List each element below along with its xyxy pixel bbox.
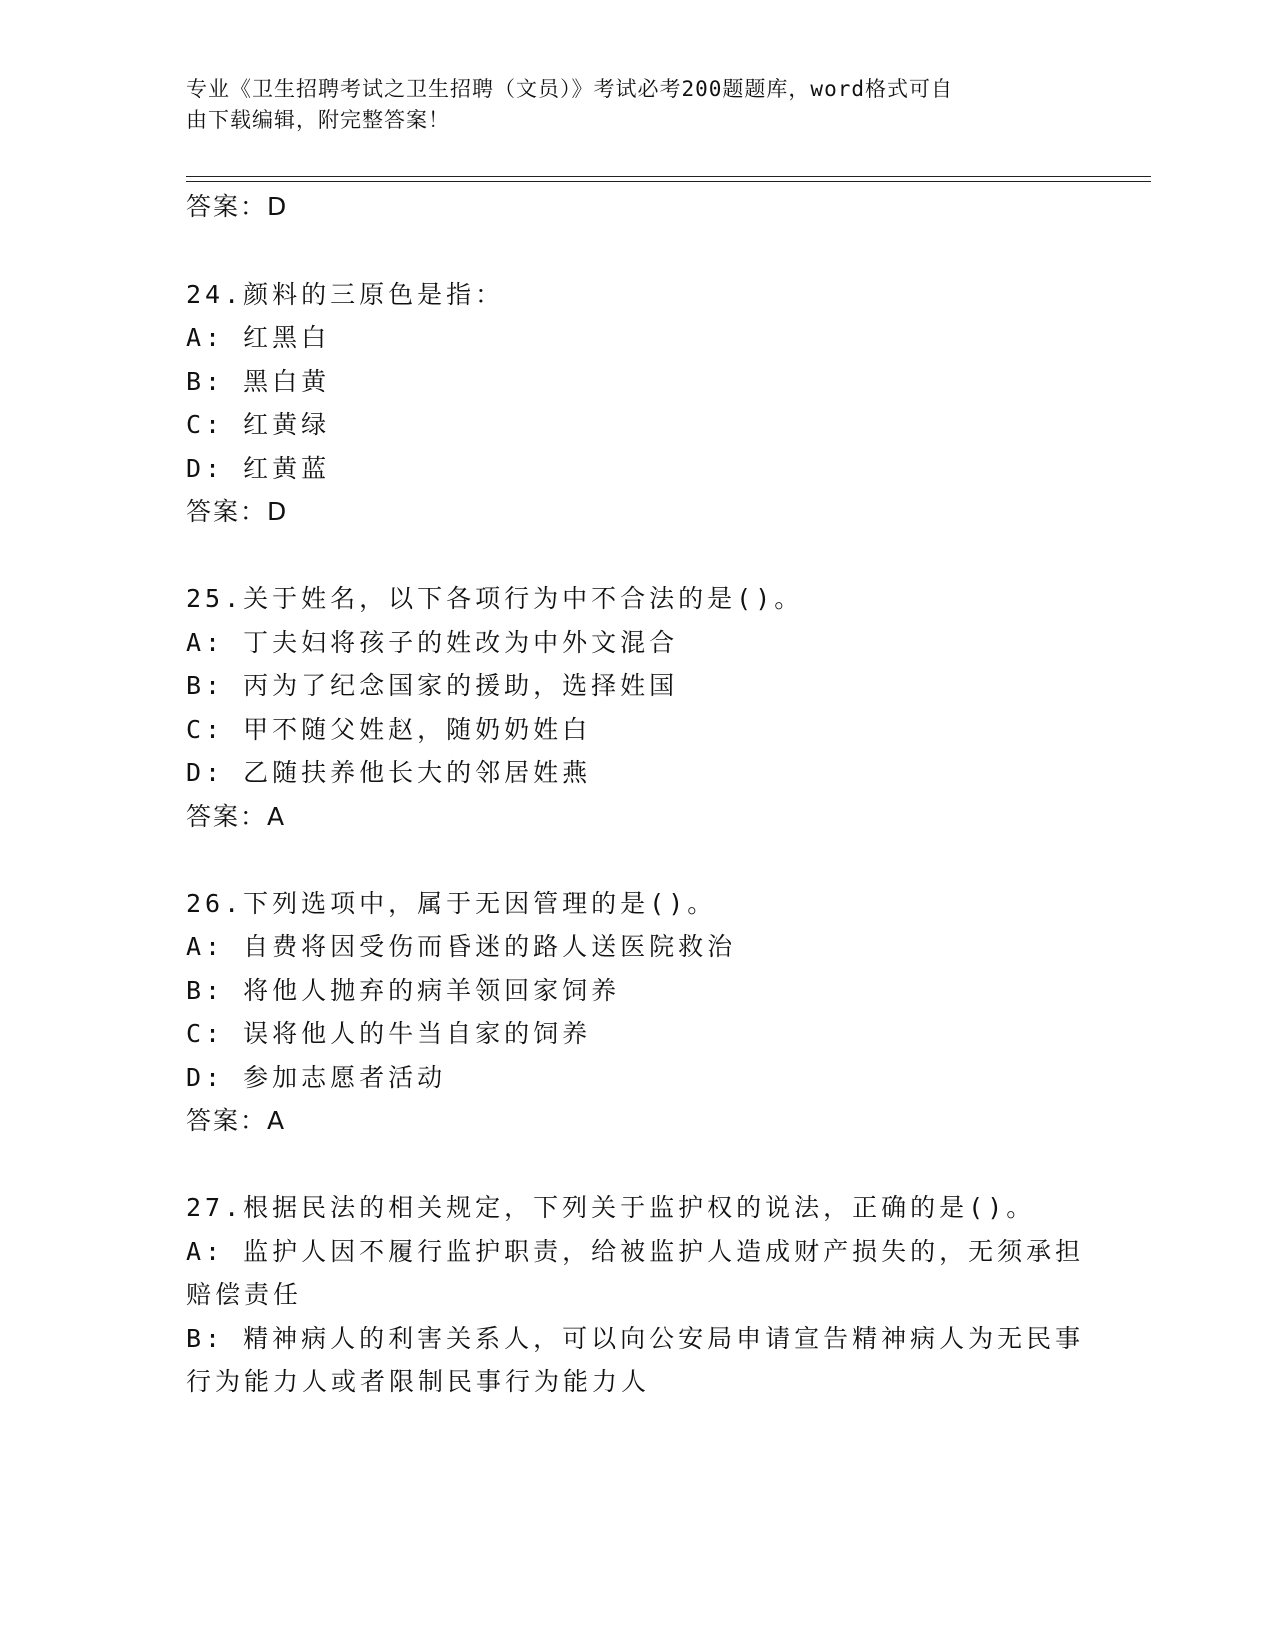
q24-option-c: C: 红黄绿 bbox=[186, 410, 331, 439]
q24-option-a: A: 红黑白 bbox=[186, 323, 331, 352]
question-24: 24.颜料的三原色是指： bbox=[186, 280, 505, 309]
q25-option-d: D: 乙随扶养他长大的邻居姓燕 bbox=[186, 758, 592, 787]
q26-answer: 答案：A bbox=[186, 1106, 287, 1135]
q26-option-b: B: 将他人抛弃的病羊领回家饲养 bbox=[186, 976, 621, 1005]
header-line-2: 由下载编辑，附完整答案！ bbox=[186, 108, 450, 132]
question-27: 27.根据民法的相关规定，下列关于监护权的说法，正确的是()。 bbox=[186, 1193, 1036, 1222]
q26-option-c: C: 误将他人的牛当自家的饲养 bbox=[186, 1019, 592, 1048]
q24-option-b: B: 黑白黄 bbox=[186, 367, 331, 396]
q25-option-a: A: 丁夫妇将孩子的姓改为中外文混合 bbox=[186, 628, 679, 657]
q27-option-a-line-2: 赔偿责任 bbox=[186, 1280, 303, 1309]
q25-option-b: B: 丙为了纪念国家的援助，选择姓国 bbox=[186, 671, 679, 700]
header-divider-bottom bbox=[186, 181, 1151, 182]
header-line-1: 专业《卫生招聘考试之卫生招聘（文员）》考试必考200题题库，word格式可自 bbox=[186, 77, 953, 101]
header-divider-top bbox=[186, 176, 1151, 177]
q24-answer: 答案：D bbox=[186, 497, 289, 526]
q25-option-c: C: 甲不随父姓赵，随奶奶姓白 bbox=[186, 715, 592, 744]
question-26: 26.下列选项中，属于无因管理的是()。 bbox=[186, 889, 717, 918]
q27-option-b-line-2: 行为能力人或者限制民事行为能力人 bbox=[186, 1367, 651, 1396]
q27-option-a-line-1: A: 监护人因不履行监护职责，给被监护人造成财产损失的，无须承担 bbox=[186, 1237, 1085, 1266]
q24-option-d: D: 红黄蓝 bbox=[186, 454, 331, 483]
q27-option-b-line-1: B: 精神病人的利害关系人，可以向公安局申请宣告精神病人为无民事 bbox=[186, 1324, 1085, 1353]
answer-previous: 答案：D bbox=[186, 192, 289, 221]
q26-option-d: D: 参加志愿者活动 bbox=[186, 1063, 447, 1092]
q26-option-a: A: 自费将因受伤而昏迷的路人送医院救治 bbox=[186, 932, 737, 961]
question-25: 25.关于姓名，以下各项行为中不合法的是()。 bbox=[186, 584, 804, 613]
document-header bbox=[186, 74, 1066, 136]
q25-answer: 答案：A bbox=[186, 802, 287, 831]
